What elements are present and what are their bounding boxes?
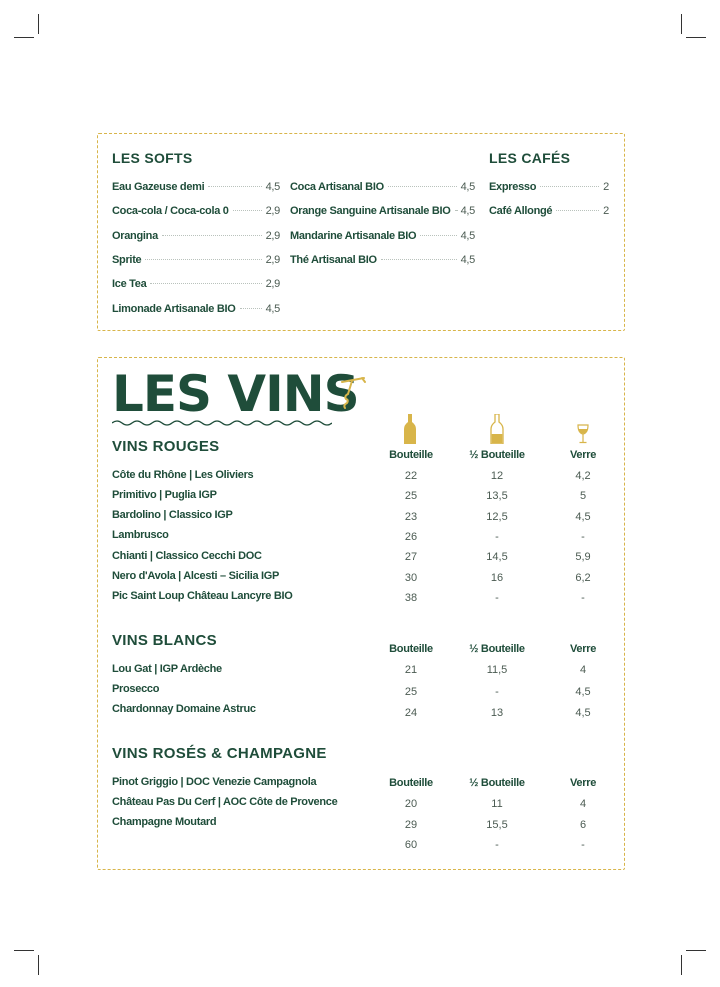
corkscrew-icon <box>334 374 372 414</box>
list-item: Thé Artisanal BIO 4,5 <box>290 254 475 266</box>
price-cell: 4 <box>579 664 587 676</box>
price-cell: 23 <box>404 511 418 523</box>
crop-mark <box>38 14 39 34</box>
crop-mark <box>38 955 39 975</box>
list-item: Eau Gazeuse demi 4,5 <box>112 181 280 193</box>
wine-name: Champagne Moutard <box>112 816 217 828</box>
list-item: Café Allongé 2 <box>489 205 609 217</box>
softs-title: LES SOFTS <box>112 150 193 166</box>
price-cell: 22 <box>404 470 418 482</box>
column-header: Verre <box>569 449 597 461</box>
price-cell: 4,5 <box>575 686 591 698</box>
list-item: Ice Tea 2,9 <box>112 278 280 290</box>
price-cell: 26 <box>404 531 418 543</box>
price-cell: 4 <box>579 798 587 810</box>
price-cell: 11 <box>491 798 503 810</box>
price-cell: 25 <box>404 490 418 502</box>
wine-name: Chardonnay Domaine Astruc <box>112 703 256 715</box>
list-item: Mandarine Artisanale BIO 4,5 <box>290 230 475 242</box>
vins-box <box>97 357 625 870</box>
crop-mark <box>681 14 682 34</box>
crop-mark <box>14 37 34 38</box>
half-bottle-icon <box>490 414 504 444</box>
price-cell: - <box>495 531 499 543</box>
wine-name: Lou Gat | IGP Ardèche <box>112 663 222 675</box>
column-header: Bouteille <box>389 449 433 461</box>
column-header: ½ Bouteille <box>469 777 525 789</box>
column-header: Verre <box>569 777 597 789</box>
cafes-title: LES CAFÉS <box>489 150 571 166</box>
wine-name: Primitivo | Puglia IGP <box>112 489 217 501</box>
price-cell: 4,5 <box>575 511 591 523</box>
price-cell: 29 <box>404 819 418 831</box>
price-cell: - <box>581 592 585 604</box>
crop-mark <box>686 37 706 38</box>
wine-glass-icon <box>576 424 590 444</box>
vins-title: LES VINS <box>112 365 359 423</box>
list-item: Coca-cola / Coca-cola 0 2,9 <box>112 205 280 217</box>
list-item: Orange Sanguine Artisanale BIO 4,5 <box>290 205 475 217</box>
wine-name: Pic Saint Loup Château Lancyre BIO <box>112 590 293 602</box>
price-cell: 25 <box>404 686 418 698</box>
crop-mark <box>681 955 682 975</box>
wine-name: Nero d'Avola | Alcesti – Sicilia IGP <box>112 570 280 582</box>
column-header: Verre <box>569 643 597 655</box>
column-header: Bouteille <box>389 643 433 655</box>
wine-name: Côte du Rhône | Les Oliviers <box>112 469 254 481</box>
wavy-underline <box>112 419 332 427</box>
price-cell: 12,5 <box>486 511 508 523</box>
price-cell: 24 <box>404 707 418 719</box>
price-cell: - <box>581 531 585 543</box>
wine-name: Bardolino | Classico IGP <box>112 509 233 521</box>
price-cell: 4,5 <box>575 707 591 719</box>
roses-title: VINS ROSÉS & CHAMPAGNE <box>112 745 327 762</box>
column-header: ½ Bouteille <box>469 643 525 655</box>
price-cell: - <box>495 686 499 698</box>
price-cell: 60 <box>404 839 418 851</box>
price-cell: - <box>495 592 499 604</box>
price-cell: 12 <box>490 470 504 482</box>
list-item: Orangina 2,9 <box>112 230 280 242</box>
price-cell: 27 <box>404 551 418 563</box>
price-cell: 15,5 <box>486 819 508 831</box>
wine-name: Château Pas Du Cerf | AOC Côte de Provence <box>112 796 338 808</box>
price-cell: 38 <box>404 592 418 604</box>
price-cell: 21 <box>404 664 418 676</box>
crop-mark <box>686 950 706 951</box>
price-cell: 14,5 <box>486 551 508 563</box>
price-cell: 16 <box>490 572 504 584</box>
price-cell: 6,2 <box>575 572 591 584</box>
bottle-icon <box>403 414 417 444</box>
list-item: Limonade Artisanale BIO 4,5 <box>112 303 280 315</box>
column-header: Bouteille <box>389 777 433 789</box>
wine-name: Lambrusco <box>112 529 169 541</box>
blancs-title: VINS BLANCS <box>112 632 217 649</box>
crop-mark <box>14 950 34 951</box>
price-cell: - <box>581 839 585 851</box>
price-cell: 6 <box>579 819 587 831</box>
list-item: Expresso 2 <box>489 181 609 193</box>
wine-name: Prosecco <box>112 683 160 695</box>
price-cell: 20 <box>404 798 418 810</box>
list-item: Coca Artisanal BIO 4,5 <box>290 181 475 193</box>
list-item: Sprite 2,9 <box>112 254 280 266</box>
price-cell: 13,5 <box>486 490 508 502</box>
price-cell: 5 <box>579 490 587 502</box>
price-cell: 30 <box>404 572 418 584</box>
wine-name: Pinot Griggio | DOC Venezie Campagnola <box>112 776 317 788</box>
wine-name: Chianti | Classico Cecchi DOC <box>112 550 262 562</box>
price-cell: - <box>495 839 499 851</box>
price-cell: 11,5 <box>486 664 508 676</box>
price-cell: 4,2 <box>575 470 591 482</box>
rouges-title: VINS ROUGES <box>112 438 220 455</box>
price-cell: 13 <box>490 707 504 719</box>
price-cell: 5,9 <box>575 551 591 563</box>
column-header: ½ Bouteille <box>469 449 525 461</box>
